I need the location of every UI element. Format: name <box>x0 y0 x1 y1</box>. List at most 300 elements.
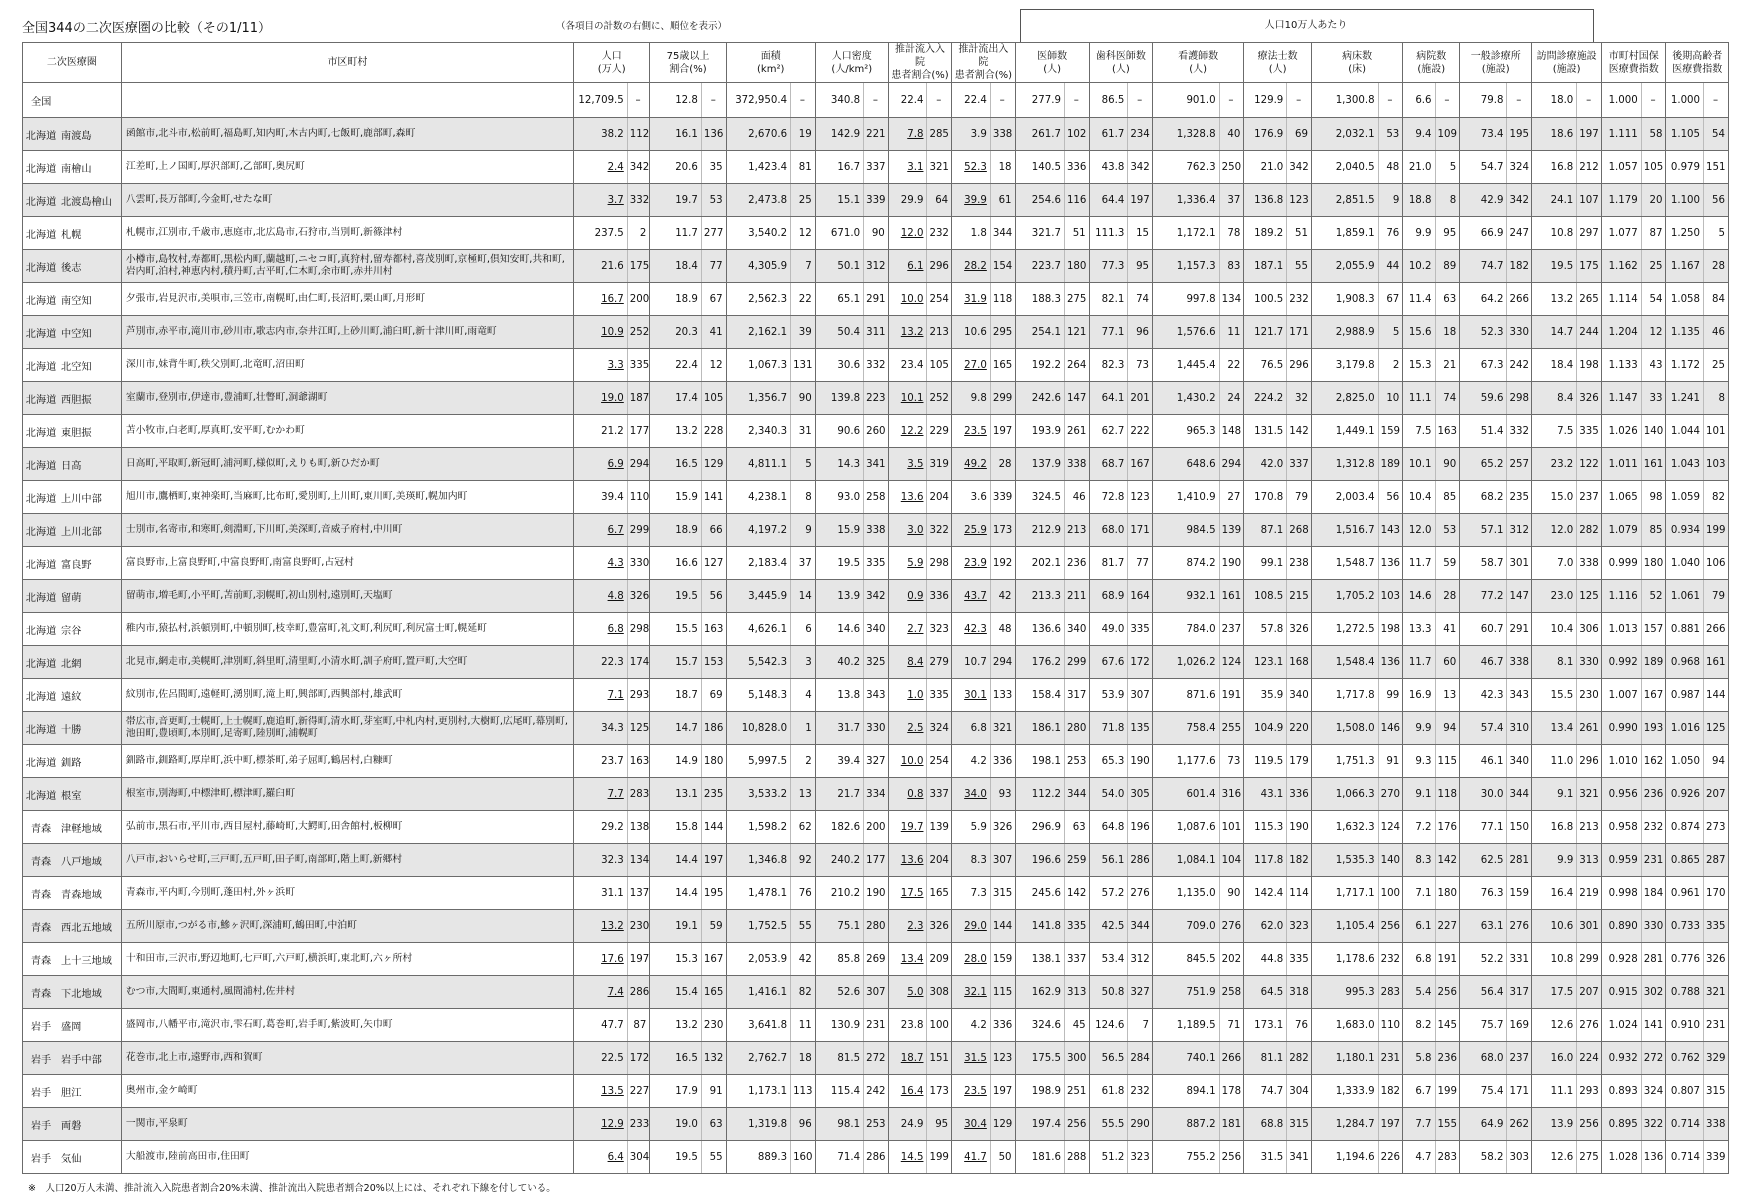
value-cell: 1,084.1 <box>1153 844 1220 877</box>
rank-cell: 73 <box>1219 745 1244 778</box>
value-cell: 1.065 <box>1602 481 1642 514</box>
rank-cell: 7 <box>1128 1009 1153 1042</box>
municipalities-cell: 小樽市,島牧村,寿都町,黒松内町,蘭越町,ニセコ町,真狩村,留寿都村,喜茂別町,京極町,倶知安町,共和町,岩内町,泊村,神恵内村,積丹町,古平町,仁木町,余市町,赤井川村 <box>121 250 573 283</box>
area-cell: 北網 <box>59 646 121 679</box>
rank-cell: 115 <box>990 976 1015 1009</box>
rank-cell: 84 <box>1704 283 1729 316</box>
rank-cell: – <box>1507 83 1532 118</box>
rank-cell: 276 <box>1128 877 1153 910</box>
value-cell: 9.4 <box>1403 118 1435 151</box>
value-cell: 1,319.8 <box>726 1108 790 1141</box>
rank-cell: 66 <box>701 514 726 547</box>
rank-cell: 74 <box>1128 283 1153 316</box>
rank-cell: 330 <box>1507 316 1532 349</box>
value-cell: 24.1 <box>1532 184 1577 217</box>
rank-cell: 159 <box>990 943 1015 976</box>
rank-cell: 323 <box>927 613 952 646</box>
rank-cell: 173 <box>927 1075 952 1108</box>
value-cell: 758.4 <box>1153 712 1220 745</box>
value-cell: 16.1 <box>650 118 702 151</box>
national-label: 全国 <box>23 83 122 118</box>
value-cell: 14.6 <box>1403 580 1435 613</box>
value-cell: 1,026.2 <box>1153 646 1220 679</box>
rank-cell: 161 <box>1219 580 1244 613</box>
rank-cell: 172 <box>627 1042 650 1075</box>
value-cell: 43.1 <box>1244 778 1287 811</box>
value-cell: 19.5 <box>650 1141 702 1174</box>
area-cell: 南空知 <box>59 283 121 316</box>
value-cell: 17.5 <box>888 877 927 910</box>
rank-cell: 118 <box>990 283 1015 316</box>
value-cell: 38.2 <box>574 118 628 151</box>
rank-cell: 337 <box>1064 943 1089 976</box>
value-cell: 11.1 <box>1532 1075 1577 1108</box>
value-cell: 12.9 <box>574 1108 628 1141</box>
rank-cell: 336 <box>990 745 1015 778</box>
value-cell: 22.5 <box>574 1042 628 1075</box>
value-cell: 15.9 <box>650 481 702 514</box>
rank-cell: 213 <box>1577 811 1602 844</box>
value-cell: 0.992 <box>1602 646 1642 679</box>
rank-cell: 340 <box>1287 679 1312 712</box>
value-cell: 15.9 <box>815 514 863 547</box>
value-cell: 56.1 <box>1089 844 1128 877</box>
value-cell: 3,641.8 <box>726 1009 790 1042</box>
table-row <box>23 745 1729 778</box>
rank-cell: 190 <box>1287 811 1312 844</box>
value-cell: 42.5 <box>1089 910 1128 943</box>
rank-cell: 286 <box>864 1141 889 1174</box>
value-cell: 10.0 <box>888 283 927 316</box>
municipalities-cell: 紋別市,佐呂間町,遠軽町,湧別町,滝上町,興部町,西興部村,雄武町 <box>121 679 573 712</box>
rank-cell: 312 <box>1128 943 1153 976</box>
rank-cell: 296 <box>1287 349 1312 382</box>
rank-cell: 200 <box>864 811 889 844</box>
rank-cell: 197 <box>1577 118 1602 151</box>
rank-cell: 202 <box>1219 943 1244 976</box>
value-cell: 245.6 <box>1015 877 1064 910</box>
rank-cell: 61 <box>990 184 1015 217</box>
rank-cell: 199 <box>1435 1075 1460 1108</box>
national-munis <box>121 83 573 118</box>
rank-cell: 338 <box>1577 547 1602 580</box>
area-cell: 八戸地域 <box>59 844 121 877</box>
rank-cell: 177 <box>864 844 889 877</box>
rank-cell: 340 <box>1064 613 1089 646</box>
table-row <box>23 778 1729 811</box>
value-cell: 1,445.4 <box>1153 349 1220 382</box>
rank-cell: 167 <box>1641 679 1666 712</box>
rank-cell: 261 <box>1064 415 1089 448</box>
table-row <box>23 316 1729 349</box>
rank-cell: 146 <box>1378 712 1403 745</box>
value-cell: 40.2 <box>815 646 863 679</box>
value-cell: 0.893 <box>1602 1075 1642 1108</box>
rank-cell: 304 <box>1287 1075 1312 1108</box>
rank-cell: 190 <box>864 877 889 910</box>
rank-cell: 27 <box>1219 481 1244 514</box>
value-cell: 13.2 <box>1532 283 1577 316</box>
prefecture-cell: 岩手 <box>23 1042 60 1075</box>
value-cell: 17.5 <box>1532 976 1577 1009</box>
rank-cell: 77 <box>1128 547 1153 580</box>
value-cell: 1,535.3 <box>1312 844 1379 877</box>
value-cell: 1,194.6 <box>1312 1141 1379 1174</box>
value-cell: 56.4 <box>1460 976 1507 1009</box>
value-cell: 740.1 <box>1153 1042 1220 1075</box>
rank-cell: 73 <box>1128 349 1153 382</box>
rank-cell: 197 <box>1378 1108 1403 1141</box>
rank-cell: 21 <box>1435 349 1460 382</box>
value-cell: 77.2 <box>1460 580 1507 613</box>
rank-cell: 338 <box>1064 448 1089 481</box>
rank-note: （各項目の計数の右側に、順位を表示） <box>556 21 728 32</box>
rank-cell: 41 <box>701 316 726 349</box>
value-cell: 1,172.1 <box>1153 217 1220 250</box>
value-cell: 93.0 <box>815 481 863 514</box>
rank-cell: 343 <box>1507 679 1532 712</box>
municipalities-cell: 釧路市,釧路町,厚岸町,浜中町,標茶町,弟子屈町,鶴居村,白糠町 <box>121 745 573 778</box>
table-row <box>23 712 1729 745</box>
value-cell: 1,328.8 <box>1153 118 1220 151</box>
value-cell: 17.6 <box>574 943 628 976</box>
header-metric-unit: (人) <box>1268 63 1287 75</box>
rank-cell: 229 <box>927 415 952 448</box>
prefecture-cell: 北海道 <box>23 250 60 283</box>
rank-cell: 197 <box>990 1075 1015 1108</box>
municipalities-cell: 室蘭市,登別市,伊達市,豊浦町,壮瞥町,洞爺湖町 <box>121 382 573 415</box>
rank-cell: 291 <box>864 283 889 316</box>
value-cell: 13.9 <box>815 580 863 613</box>
value-cell: 997.8 <box>1153 283 1220 316</box>
value-cell: 277.9 <box>1015 83 1064 118</box>
rank-cell: 221 <box>864 118 889 151</box>
value-cell: 27.0 <box>952 349 991 382</box>
municipalities-cell: 富良野市,上富良野町,中富良野町,南富良野町,占冠村 <box>121 547 573 580</box>
rank-cell: 319 <box>927 448 952 481</box>
rank-cell: 144 <box>701 811 726 844</box>
value-cell: 16.4 <box>1532 877 1577 910</box>
rank-cell: 169 <box>1507 1009 1532 1042</box>
header-metric-label: 後期高齢者 <box>1672 50 1723 62</box>
table-row <box>23 1042 1729 1075</box>
prefecture-cell: 北海道 <box>23 514 60 547</box>
value-cell: 77.1 <box>1460 811 1507 844</box>
value-cell: 46.7 <box>1460 646 1507 679</box>
rank-cell: 63 <box>701 1108 726 1141</box>
value-cell: 137.9 <box>1015 448 1064 481</box>
header-metric-unit: (施設) <box>1552 63 1581 75</box>
value-cell: 54.7 <box>1460 151 1507 184</box>
rank-cell: 171 <box>1287 316 1312 349</box>
rank-cell: 131 <box>791 349 816 382</box>
value-cell: 237.5 <box>574 217 628 250</box>
rank-cell: 190 <box>1219 547 1244 580</box>
value-cell: 1.077 <box>1602 217 1642 250</box>
value-cell: 31.9 <box>952 283 991 316</box>
value-cell: 23.7 <box>574 745 628 778</box>
rank-cell: 114 <box>1287 877 1312 910</box>
rank-cell: 157 <box>1641 613 1666 646</box>
rank-cell: 9 <box>1378 184 1403 217</box>
header-metric-unit: (人) <box>1189 63 1208 75</box>
value-cell: 32.3 <box>574 844 628 877</box>
rank-cell: 247 <box>1507 217 1532 250</box>
rank-cell: 329 <box>1704 1042 1729 1075</box>
value-cell: 14.6 <box>815 613 863 646</box>
value-cell: 21.2 <box>574 415 628 448</box>
rank-cell: 280 <box>1064 712 1089 745</box>
value-cell: 7.0 <box>1532 547 1577 580</box>
value-cell: 55.5 <box>1089 1108 1128 1141</box>
rank-cell: 118 <box>1435 778 1460 811</box>
header-metric <box>650 43 726 83</box>
rank-cell: 342 <box>1507 184 1532 217</box>
value-cell: 1,908.3 <box>1312 283 1379 316</box>
value-cell: 2,003.4 <box>1312 481 1379 514</box>
rank-cell: 234 <box>1128 118 1153 151</box>
rank-cell: – <box>1219 83 1244 118</box>
rank-cell: 9 <box>791 514 816 547</box>
area-cell: 岩手中部 <box>59 1042 121 1075</box>
rank-cell: 286 <box>627 976 650 1009</box>
rank-cell: 231 <box>1704 1009 1729 1042</box>
rank-cell: 272 <box>1641 1042 1666 1075</box>
rank-cell: 301 <box>1507 547 1532 580</box>
value-cell: 224.2 <box>1244 382 1287 415</box>
rank-cell: 53 <box>1378 118 1403 151</box>
value-cell: 15.5 <box>1532 679 1577 712</box>
value-cell: 1.8 <box>952 217 991 250</box>
rank-cell: 340 <box>864 613 889 646</box>
rank-cell: 124 <box>1378 811 1403 844</box>
rank-cell: 296 <box>927 250 952 283</box>
rank-cell: 76 <box>1287 1009 1312 1042</box>
value-cell: 42.3 <box>952 613 991 646</box>
rank-cell: 298 <box>1507 382 1532 415</box>
rank-cell: 2 <box>791 745 816 778</box>
rank-cell: 28 <box>1435 580 1460 613</box>
value-cell: 68.8 <box>1244 1108 1287 1141</box>
value-cell: 16.8 <box>1532 151 1577 184</box>
value-cell: 3.9 <box>952 118 991 151</box>
rank-cell: 298 <box>927 547 952 580</box>
rank-cell: 230 <box>1577 679 1602 712</box>
rank-cell: 275 <box>1577 1141 1602 1174</box>
value-cell: 17.4 <box>650 382 702 415</box>
value-cell: 1.179 <box>1602 184 1642 217</box>
value-cell: 1,548.4 <box>1312 646 1379 679</box>
rank-cell: 25 <box>791 184 816 217</box>
rank-cell: 11 <box>1219 316 1244 349</box>
header-iryoken: 二次医療圏 <box>23 43 122 83</box>
value-cell: 1.162 <box>1602 250 1642 283</box>
header-metric <box>1153 43 1244 83</box>
rank-cell: 105 <box>1641 151 1666 184</box>
value-cell: 2,032.1 <box>1312 118 1379 151</box>
rank-cell: 55 <box>791 910 816 943</box>
header-metric-label: 病院数 <box>1416 50 1447 62</box>
rank-cell: 138 <box>627 811 650 844</box>
value-cell: 75.1 <box>815 910 863 943</box>
value-cell: 2,762.7 <box>726 1042 790 1075</box>
rank-cell: 304 <box>627 1141 650 1174</box>
rank-cell: 315 <box>990 877 1015 910</box>
rank-cell: 25 <box>1641 250 1666 283</box>
value-cell: 671.0 <box>815 217 863 250</box>
value-cell: 212.9 <box>1015 514 1064 547</box>
area-cell: 釧路 <box>59 745 121 778</box>
rank-cell: 344 <box>1128 910 1153 943</box>
value-cell: 22.4 <box>888 83 927 118</box>
value-cell: 10.4 <box>1532 613 1577 646</box>
rank-cell: – <box>1128 83 1153 118</box>
area-cell: 青森地域 <box>59 877 121 910</box>
value-cell: 75.7 <box>1460 1009 1507 1042</box>
rank-cell: 140 <box>1641 415 1666 448</box>
value-cell: 1.026 <box>1602 415 1642 448</box>
value-cell: 30.6 <box>815 349 863 382</box>
rank-cell: 54 <box>1641 283 1666 316</box>
table-row <box>23 283 1729 316</box>
value-cell: 2,340.3 <box>726 415 790 448</box>
rank-cell: 232 <box>927 217 952 250</box>
value-cell: 10,828.0 <box>726 712 790 745</box>
rank-cell: 307 <box>990 844 1015 877</box>
value-cell: 7.3 <box>952 877 991 910</box>
rank-cell: 163 <box>1435 415 1460 448</box>
value-cell: 98.1 <box>815 1108 863 1141</box>
value-cell: 51.2 <box>1089 1141 1128 1174</box>
municipalities-cell: 十和田市,三沢市,野辺地町,七戸町,六戸町,横浜町,東北町,六ヶ所村 <box>121 943 573 976</box>
value-cell: 12.0 <box>1403 514 1435 547</box>
rank-cell: – <box>990 83 1015 118</box>
rank-cell: – <box>1378 83 1403 118</box>
rank-cell: 257 <box>1507 448 1532 481</box>
rank-cell: 299 <box>990 382 1015 415</box>
rank-cell: 338 <box>1704 1108 1729 1141</box>
value-cell: 3.6 <box>952 481 991 514</box>
rank-cell: 134 <box>1219 283 1244 316</box>
rank-cell: 317 <box>1507 976 1532 1009</box>
rank-cell: 25 <box>1704 349 1729 382</box>
rank-cell: 338 <box>864 514 889 547</box>
value-cell: 21.6 <box>574 250 628 283</box>
rank-cell: 212 <box>1577 151 1602 184</box>
value-cell: 82.3 <box>1089 349 1128 382</box>
rank-cell: 294 <box>1219 448 1244 481</box>
value-cell: 16.9 <box>1403 679 1435 712</box>
table-row <box>23 679 1729 712</box>
rank-cell: – <box>1641 83 1666 118</box>
value-cell: 1.111 <box>1602 118 1642 151</box>
value-cell: 15.0 <box>1532 481 1577 514</box>
value-cell: 23.8 <box>888 1009 927 1042</box>
rank-cell: 90 <box>1435 448 1460 481</box>
rank-cell: 315 <box>1287 1108 1312 1141</box>
value-cell: 29.9 <box>888 184 927 217</box>
value-cell: 104.9 <box>1244 712 1287 745</box>
value-cell: 71.8 <box>1089 712 1128 745</box>
value-cell: 14.3 <box>815 448 863 481</box>
rank-cell: 167 <box>1128 448 1153 481</box>
value-cell: 23.5 <box>952 415 991 448</box>
rank-cell: 46 <box>1704 316 1729 349</box>
rank-cell: 142 <box>1435 844 1460 877</box>
rank-cell: 336 <box>990 1009 1015 1042</box>
municipalities-cell: 深川市,妹背牛町,秩父別町,北竜町,沼田町 <box>121 349 573 382</box>
rank-cell: 180 <box>1435 877 1460 910</box>
value-cell: 129.9 <box>1244 83 1287 118</box>
value-cell: 4.8 <box>574 580 628 613</box>
value-cell: 13.4 <box>1532 712 1577 745</box>
value-cell: 23.2 <box>1532 448 1577 481</box>
value-cell: 1,333.9 <box>1312 1075 1379 1108</box>
value-cell: 755.2 <box>1153 1141 1220 1174</box>
rank-cell: 324 <box>927 712 952 745</box>
value-cell: 8.2 <box>1403 1009 1435 1042</box>
value-cell: 10.8 <box>1532 217 1577 250</box>
rank-cell: 231 <box>1378 1042 1403 1075</box>
rank-cell: 213 <box>1064 514 1089 547</box>
value-cell: 12.8 <box>650 83 702 118</box>
value-cell: 196.6 <box>1015 844 1064 877</box>
rank-cell: 237 <box>1219 613 1244 646</box>
rank-cell: 325 <box>864 646 889 679</box>
value-cell: 2,988.9 <box>1312 316 1379 349</box>
rank-cell: 170 <box>1704 877 1729 910</box>
value-cell: 72.8 <box>1089 481 1128 514</box>
rank-cell: 264 <box>1064 349 1089 382</box>
rank-cell: 106 <box>1704 547 1729 580</box>
rank-cell: 179 <box>1287 745 1312 778</box>
value-cell: 0.979 <box>1666 151 1704 184</box>
header-metric-label: 訪問診療施設 <box>1536 50 1597 62</box>
value-cell: 14.9 <box>650 745 702 778</box>
value-cell: 1,157.3 <box>1153 250 1220 283</box>
rank-cell: 323 <box>1287 910 1312 943</box>
value-cell: 1,087.6 <box>1153 811 1220 844</box>
value-cell: 0.788 <box>1666 976 1704 1009</box>
rank-cell: 224 <box>1577 1042 1602 1075</box>
value-cell: 61.7 <box>1089 118 1128 151</box>
municipalities-cell: 大船渡市,陸前高田市,住田町 <box>121 1141 573 1174</box>
rank-cell: 191 <box>1219 679 1244 712</box>
value-cell: 24.9 <box>888 1108 927 1141</box>
rank-cell: 174 <box>627 646 650 679</box>
municipalities-cell: 稚内市,猿払村,浜頓別町,中頓別町,枝幸町,豊富町,礼文町,利尻町,利尻富士町,幌延町 <box>121 613 573 646</box>
rank-cell: 165 <box>927 877 952 910</box>
value-cell: 2,825.0 <box>1312 382 1379 415</box>
rank-cell: 11 <box>791 1009 816 1042</box>
rank-cell: 31 <box>791 415 816 448</box>
value-cell: 1.040 <box>1666 547 1704 580</box>
value-cell: 14.4 <box>650 877 702 910</box>
rank-cell: 162 <box>1641 745 1666 778</box>
table-row <box>23 1075 1729 1108</box>
value-cell: 2,055.9 <box>1312 250 1379 283</box>
area-cell: 札幌 <box>59 217 121 250</box>
header-metric-unit: (施設) <box>1481 63 1510 75</box>
municipalities-cell: 一関市,平泉町 <box>121 1108 573 1141</box>
rank-cell: 237 <box>1507 1042 1532 1075</box>
prefecture-cell: 北海道 <box>23 283 60 316</box>
value-cell: 176.2 <box>1015 646 1064 679</box>
value-cell: 51.4 <box>1460 415 1507 448</box>
value-cell: 30.4 <box>952 1108 991 1141</box>
municipalities-cell: 江差町,上ノ国町,厚沢部町,乙部町,奥尻町 <box>121 151 573 184</box>
rank-cell: 123 <box>1287 184 1312 217</box>
